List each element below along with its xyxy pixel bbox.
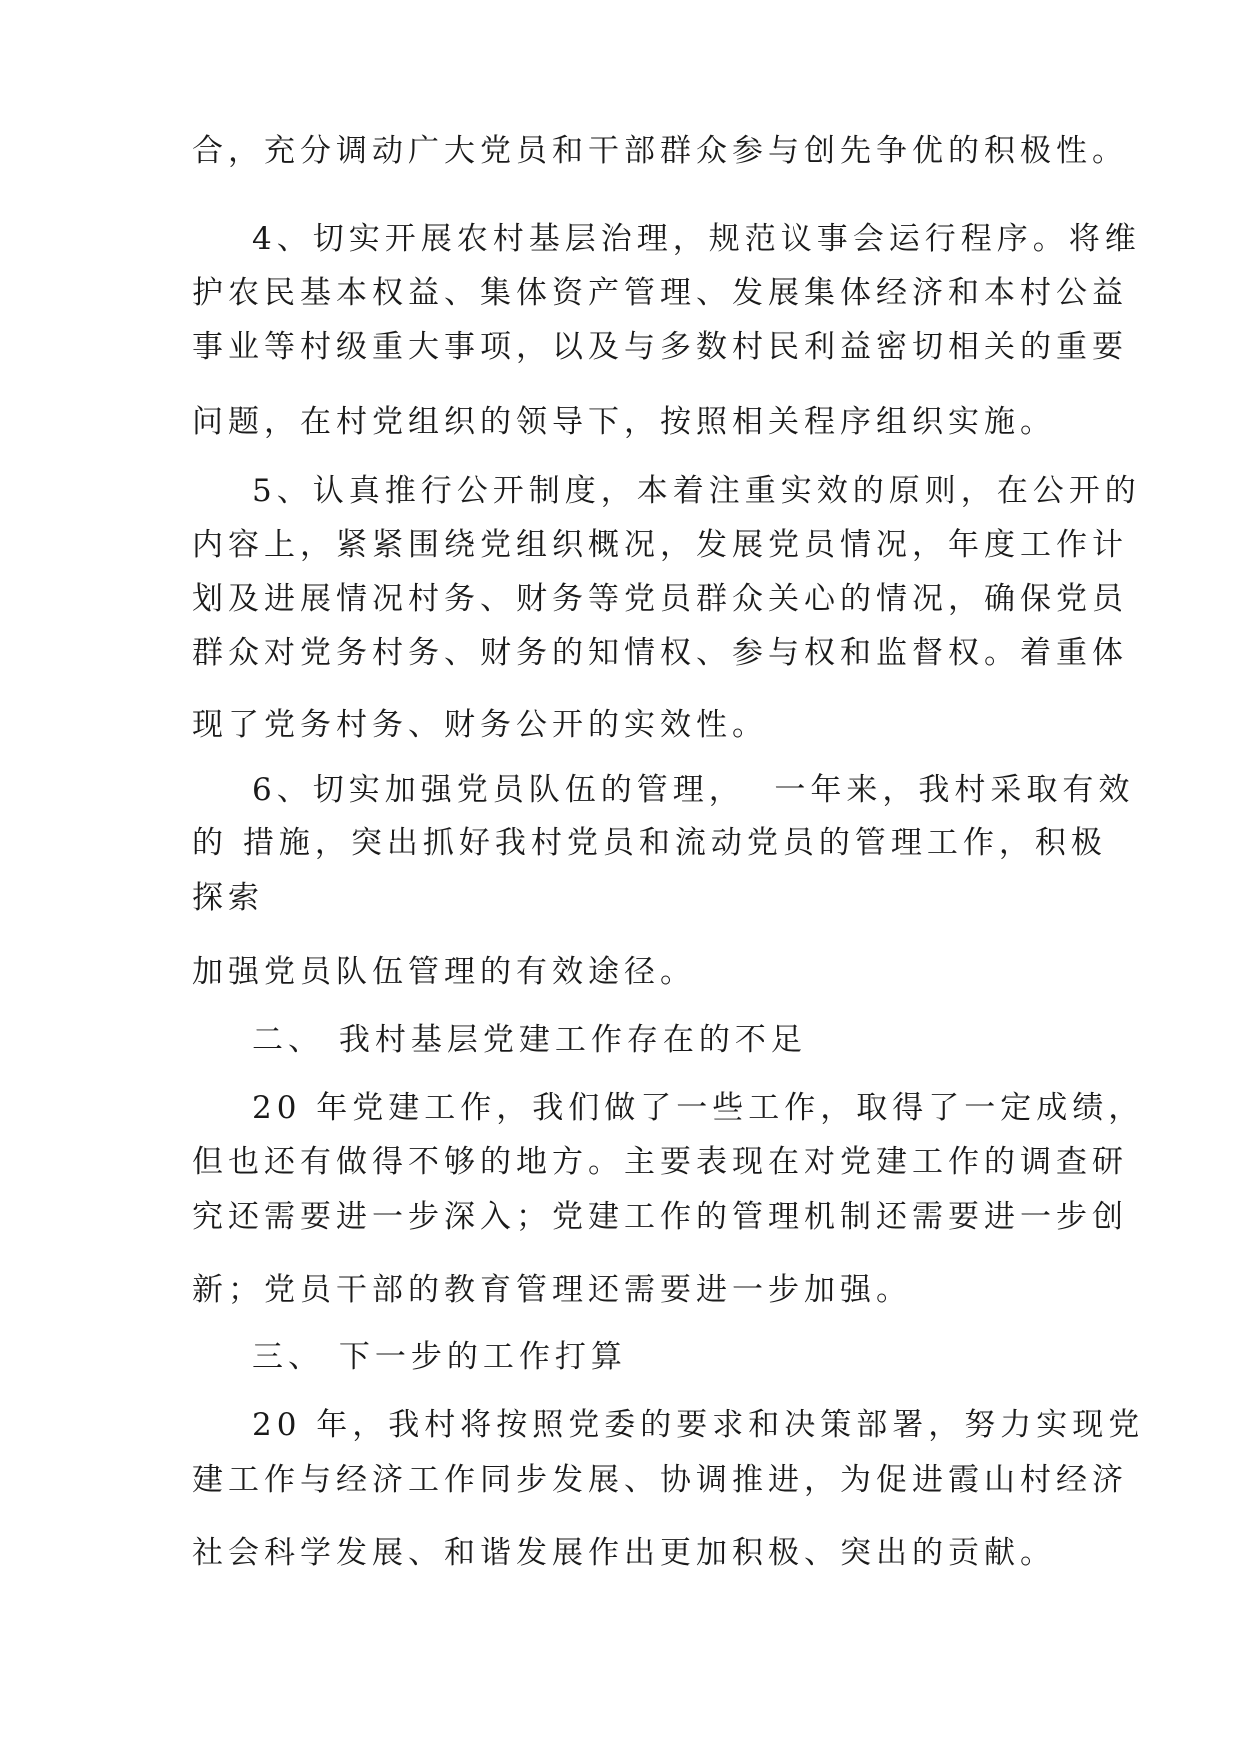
- text-line: 究还需要进一步深入；党建工作的管理机制还需要进一步创: [192, 1199, 1128, 1235]
- text-line: 加强党员队伍管理的有效途径。: [192, 954, 696, 990]
- text-line: 群众对党务村务、财务的知情权、参与权和监督权。着重体: [192, 635, 1128, 671]
- text-line: 但也还有做得不够的地方。主要表现在对党建工作的调查研: [192, 1144, 1128, 1180]
- text-line: 内容上，紧紧围绕党组织概况，发展党员情况，年度工作计: [192, 527, 1128, 563]
- text-line: 合，充分调动广大党员和干部群众参与创先争优的积极性。: [192, 133, 1128, 169]
- text-line: 社会科学发展、和谐发展作出更加积极、突出的贡献。: [192, 1535, 1056, 1571]
- text-line: 划及进展情况村务、财务等党员群众关心的情况，确保党员: [192, 581, 1128, 617]
- text-line: 20 年党建工作，我们做了一些工作，取得了一定成绩，: [252, 1090, 1145, 1126]
- text-line: 护农民基本权益、集体资产管理、发展集体经济和本村公益: [192, 275, 1128, 311]
- text-line: 20 年，我村将按照党委的要求和决策部署，努力实现党: [252, 1407, 1145, 1443]
- text-line: 4、切实开展农村基层治理，规范议事会运行程序。将维: [252, 221, 1141, 257]
- text-line: 5、认真推行公开制度，本着注重实效的原则，在公开的: [252, 473, 1141, 509]
- text-line: 事业等村级重大事项，以及与多数村民利益密切相关的重要: [192, 329, 1128, 365]
- text-line: 问题，在村党组织的领导下，按照相关程序组织实施。: [192, 404, 1056, 440]
- text-line: 建工作与经济工作同步发展、协调推进，为促进霞山村经济: [192, 1462, 1128, 1498]
- text-line: 现了党务村务、财务公开的实效性。: [192, 707, 768, 743]
- section-heading: 二、 我村基层党建工作存在的不足: [252, 1022, 807, 1058]
- text-line: 探索: [192, 880, 264, 916]
- text-line: 新；党员干部的教育管理还需要进一步加强。: [192, 1272, 912, 1308]
- text-line: 6、切实加强党员队伍的管理， 一年来，我村采取有效: [252, 772, 1135, 808]
- section-heading: 三、 下一步的工作打算: [252, 1339, 627, 1375]
- text-line: 的 措施，突出抓好我村党员和流动党员的管理工作，积极: [192, 825, 1107, 861]
